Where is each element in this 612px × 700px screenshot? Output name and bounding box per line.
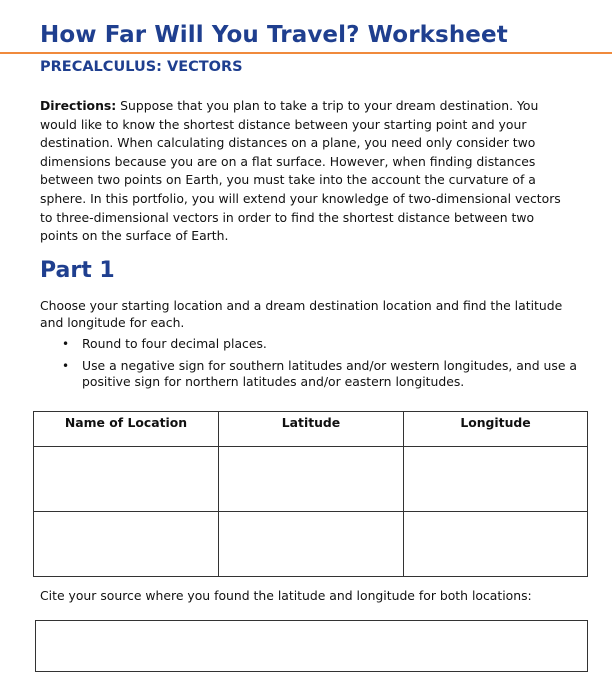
cite-source-answer-box[interactable] xyxy=(35,620,588,672)
location-table xyxy=(33,411,588,577)
starting-longitude-cell[interactable] xyxy=(404,447,588,512)
part-1-heading: Part 1 xyxy=(40,258,115,283)
list-item-text: Round to four decimal places. xyxy=(82,336,267,351)
table-row xyxy=(34,447,588,512)
list-item xyxy=(40,358,580,391)
list-item-text: Use a negative sign for southern latitudes and/or western longitudes, and use a positive sign for northern latitudes and/or eastern longitudes. xyxy=(82,357,577,389)
course-subtitle: PRECALCULUS: VECTORS xyxy=(40,59,243,75)
cite-source-prompt: Cite your source where you found the latitude and longitude for both locations: xyxy=(40,588,532,603)
column-header-longitude: Longitude xyxy=(404,412,588,447)
column-header-location: Name of Location xyxy=(34,412,219,447)
bullet-icon: • xyxy=(62,358,70,373)
starting-location-name-cell[interactable] xyxy=(34,447,219,512)
part-1-intro: Choose your starting location and a dream destination location and find the latitude and longitude for each. xyxy=(40,298,563,330)
column-header-latitude: Latitude xyxy=(219,412,404,447)
destination-latitude-cell[interactable] xyxy=(219,512,404,577)
worksheet-title: How Far Will You Travel? Worksheet xyxy=(40,22,508,48)
directions-label: Directions: xyxy=(40,98,117,113)
list-item xyxy=(40,336,580,353)
directions-paragraph xyxy=(40,97,576,246)
title-divider xyxy=(0,52,612,54)
bullet-icon: • xyxy=(62,337,70,351)
directions-text: Suppose that you plan to take a trip to your dream destination. You would like to know the shortest distance between your starting point and your destination. When calculating distances on a plane, you need only consider two dimensions because you are on a flat surface. However, when finding distances between two points on Earth, you must take into the account the curvature of a sphere. In this portfolio, you will extend your knowledge of two-dimensional vectors to three-dimensional vectors in order to find the shortest distance between two points on the surface of Earth. xyxy=(40,98,561,244)
destination-longitude-cell[interactable] xyxy=(404,512,588,577)
starting-latitude-cell[interactable] xyxy=(219,447,404,512)
destination-name-cell[interactable] xyxy=(34,512,219,577)
table-row xyxy=(34,512,588,577)
instruction-list xyxy=(40,336,580,396)
table-header-row xyxy=(34,412,588,447)
